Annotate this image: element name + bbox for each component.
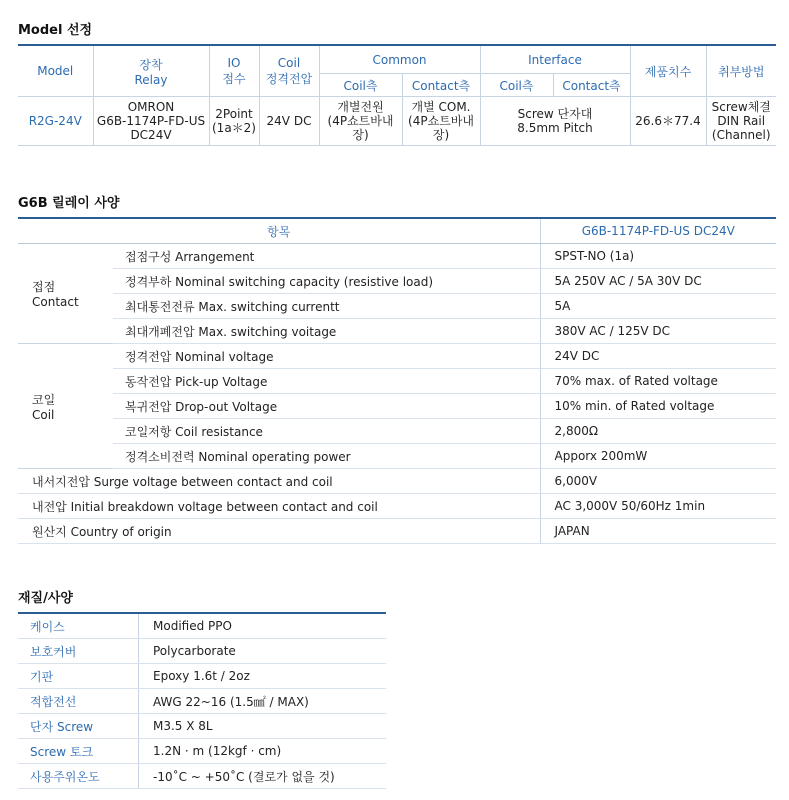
table-row [18,689,386,714]
material-key: 기판 [18,664,139,689]
header-model: Model [18,45,93,97]
table-row [18,664,386,689]
spec-value: 2,800Ω [540,419,776,444]
spec-value: 5A [540,294,776,319]
cell-interface: Screw 단자대 8.5mm Pitch [480,97,630,146]
cell-model: R2G-24V [18,97,93,146]
header-mount: 취부방법 [706,45,776,97]
section-title-model: Model 선정 [18,23,93,38]
material-key: 단자 Screw [18,714,139,739]
material-key: 케이스 [18,613,139,639]
spec-item: 최대통전전류 Max. switching currentt [113,294,540,319]
table-row [18,764,386,789]
header-item: 항목 [18,218,540,244]
cell-common-coil: 개별전원 (4P쇼트바내장) [319,97,402,146]
spec-value: JAPAN [540,519,776,544]
spec-value: 10% min. of Rated voltage [540,394,776,419]
table-row [18,394,776,419]
header-interface-coil: Coil측 [480,74,553,97]
table-row [18,294,776,319]
model-table [18,44,776,146]
spec-item: 정격부하 Nominal switching capacity (resistive load) [113,269,540,294]
table-row [18,419,776,444]
header-size: 제품치수 [630,45,706,97]
material-value: 1.2N · m (12kgf · cm) [139,739,387,764]
cell-io: 2Point (1a＊2) [209,97,259,146]
spec-value: 380V AC / 125V DC [540,319,776,344]
table-row [18,739,386,764]
spec-item: 코일저항 Coil resistance [113,419,540,444]
cell-mount: Screw체결 DIN Rail (Channel) [706,97,776,146]
table-row [18,639,386,664]
material-value: Modified PPO [139,613,387,639]
spec-value: AC 3,000V 50/60Hz 1min [540,494,776,519]
table-row [18,444,776,469]
material-value: Polycarborate [139,639,387,664]
header-interface-contact: Contact측 [553,74,630,97]
header-value: G6B-1174P-FD-US DC24V [540,218,776,244]
table-row [18,613,386,639]
table-row [18,319,776,344]
cell-relay: OMRON G6B-1174P-FD-US DC24V [93,97,209,146]
spec-item: 정격소비전력 Nominal operating power [113,444,540,469]
header-common: Common [319,45,480,74]
header-common-coil: Coil측 [319,74,402,97]
spec-item: 복귀전압 Drop-out Voltage [113,394,540,419]
spec-item: 내전압 Initial breakdown voltage between contact and coil [18,494,540,519]
material-key: 보호커버 [18,639,139,664]
section-title-material: 재질/사양 [18,591,73,606]
material-table [18,612,386,789]
section-title-spec: G6B 릴레이 사양 [18,196,120,211]
spec-item: 최대개폐전압 Max. switching voitage [113,319,540,344]
cell-size: 26.6＊77.4 [630,97,706,146]
spec-item: 정격전압 Nominal voltage [113,344,540,369]
spec-item: 내서지전압 Surge voltage between contact and coil [18,469,540,494]
table-row [18,269,776,294]
table-row [18,369,776,394]
header-interface: Interface [480,45,630,74]
spec-value: Apporx 200mW [540,444,776,469]
table-row [18,344,776,369]
material-key: Screw 토크 [18,739,139,764]
table-row [18,494,776,519]
spec-value: 5A 250V AC / 5A 30V DC [540,269,776,294]
material-value: M3.5 X 8L [139,714,387,739]
table-row [18,714,386,739]
spec-table [18,217,776,544]
group-coil: 코일 Coil [18,344,113,469]
table-row [18,469,776,494]
spec-value: 6,000V [540,469,776,494]
material-value: -10˚C ~ +50˚C (결로가 없을 것) [139,764,387,789]
spec-value: 70% max. of Rated voltage [540,369,776,394]
table-row [18,97,776,146]
header-coil: Coil 정격전압 [259,45,319,97]
spec-value: SPST-NO (1a) [540,244,776,269]
spec-item: 원산지 Country of origin [18,519,540,544]
spec-item: 동작전압 Pick-up Voltage [113,369,540,394]
header-relay: 장착 Relay [93,45,209,97]
table-row [18,519,776,544]
header-io: IO 점수 [209,45,259,97]
material-key: 사용주위온도 [18,764,139,789]
material-value: AWG 22~16 (1.5㎟ / MAX) [139,689,387,714]
material-value: Epoxy 1.6t / 2oz [139,664,387,689]
cell-common-contact: 개별 COM. (4P쇼트바내장) [402,97,480,146]
material-key: 적합전선 [18,689,139,714]
group-contact: 접점 Contact [18,244,113,344]
cell-coil: 24V DC [259,97,319,146]
spec-item: 접점구성 Arrangement [113,244,540,269]
spec-value: 24V DC [540,344,776,369]
header-common-contact: Contact측 [402,74,480,97]
table-row [18,244,776,269]
